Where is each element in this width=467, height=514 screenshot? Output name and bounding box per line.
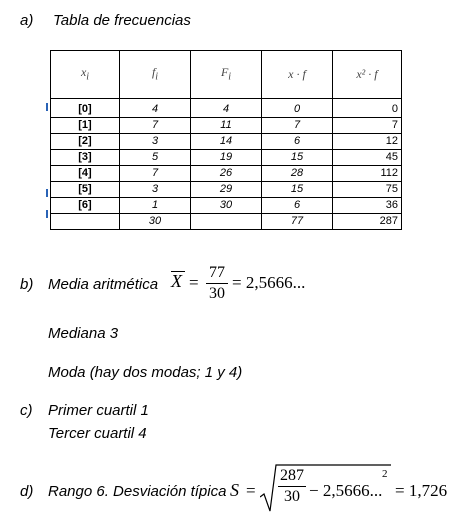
mode-text: Moda (hay dos modas; 1 y 4) [48,364,243,381]
cell-xifi: 15 [262,150,333,166]
std-dev-exponent: 2 [382,468,388,480]
selection-marker [46,189,48,197]
section-b-marker: b) [20,276,34,293]
cell-xi: [1] [51,118,120,134]
cell-xi2fi: 45 [333,150,402,166]
table-header-row [51,51,402,99]
cell-xi: [2] [51,134,120,150]
std-dev-symbol: S [230,480,239,500]
median-text: Mediana 3 [48,325,119,342]
table-row [51,118,402,134]
selection-marker [46,210,48,218]
cell-fi: 3 [120,134,191,150]
cell-fi: 1 [120,198,191,214]
table-row [51,182,402,198]
header-xi-fi: x · f [262,51,333,99]
total-fi: 30 [120,214,191,230]
mean-denominator: 30 [209,285,225,302]
fraction-bar [278,486,306,487]
std-dev-denominator: 30 [284,488,300,505]
fraction-bar [206,283,228,284]
cell-Fi: 19 [191,150,262,166]
cell-xi2fi: 75 [333,182,402,198]
mean-symbol: X [171,271,182,291]
total-xi2fi: 287 [333,214,402,230]
mean-numerator: 77 [209,264,225,281]
cell-Fi: 30 [191,198,262,214]
total-xi [51,214,120,230]
cell-xi: [0] [51,102,120,118]
std-dev-equals: = [246,481,256,500]
mean-fraction [206,264,228,303]
cell-fi: 7 [120,118,191,134]
cell-fi: 4 [120,102,191,118]
header-fi: $f_i$ [120,51,191,99]
third-quartile-text: Tercer cuartil 4 [48,425,147,442]
cell-xifi: 7 [262,118,333,134]
cell-fi: 7 [120,166,191,182]
std-dev-numerator: 287 [280,467,304,484]
total-xifi: 77 [262,214,333,230]
cell-Fi: 26 [191,166,262,182]
cell-xi: [6] [51,198,120,214]
section-a-marker: a) [20,12,34,29]
cell-xi2fi: 112 [333,166,402,182]
table-row [51,198,402,214]
section-d-marker: d) [20,483,34,500]
cell-xifi: 6 [262,134,333,150]
selection-marker [46,103,48,111]
total-Fi [191,214,262,230]
cell-xifi: 28 [262,166,333,182]
header-xi2-fi: x² · f [333,51,402,99]
first-quartile-text: Primer cuartil 1 [48,402,149,419]
cell-xi: [3] [51,150,120,166]
cell-Fi: 14 [191,134,262,150]
std-dev-label: Rango 6. Desviación típica [48,483,227,500]
cell-Fi: 4 [191,102,262,118]
cell-xi: [5] [51,182,120,198]
table-row [51,166,402,182]
cell-xifi: 15 [262,182,333,198]
table-row [51,134,402,150]
cell-Fi: 11 [191,118,262,134]
cell-xi2fi: 0 [333,102,402,118]
header-xi: $x_i$ [51,51,120,99]
table-totals-row [51,214,402,230]
section-a-title: Tabla de frecuencias [53,12,191,29]
cell-Fi: 29 [191,182,262,198]
mean-result: = 2,5666... [232,273,306,292]
std-dev-result: = 1,726 [395,481,448,500]
cell-xi2fi: 36 [333,198,402,214]
std-dev-minus-term: − 2,5666... [309,481,383,500]
cell-xifi: 6 [262,198,333,214]
cell-xi: [4] [51,166,120,182]
cell-fi: 5 [120,150,191,166]
header-Fi: $F_i$ [191,51,262,99]
cell-xi2fi: 7 [333,118,402,134]
table-row [51,150,402,166]
table-row [51,102,402,118]
mean-equals: = [189,273,199,292]
mean-label: Media aritmética [48,276,159,293]
cell-fi: 3 [120,182,191,198]
cell-xifi: 0 [262,102,333,118]
section-c-marker: c) [20,402,33,419]
cell-xi2fi: 12 [333,134,402,150]
frequency-table [50,50,402,230]
std-dev-fraction [278,467,306,506]
